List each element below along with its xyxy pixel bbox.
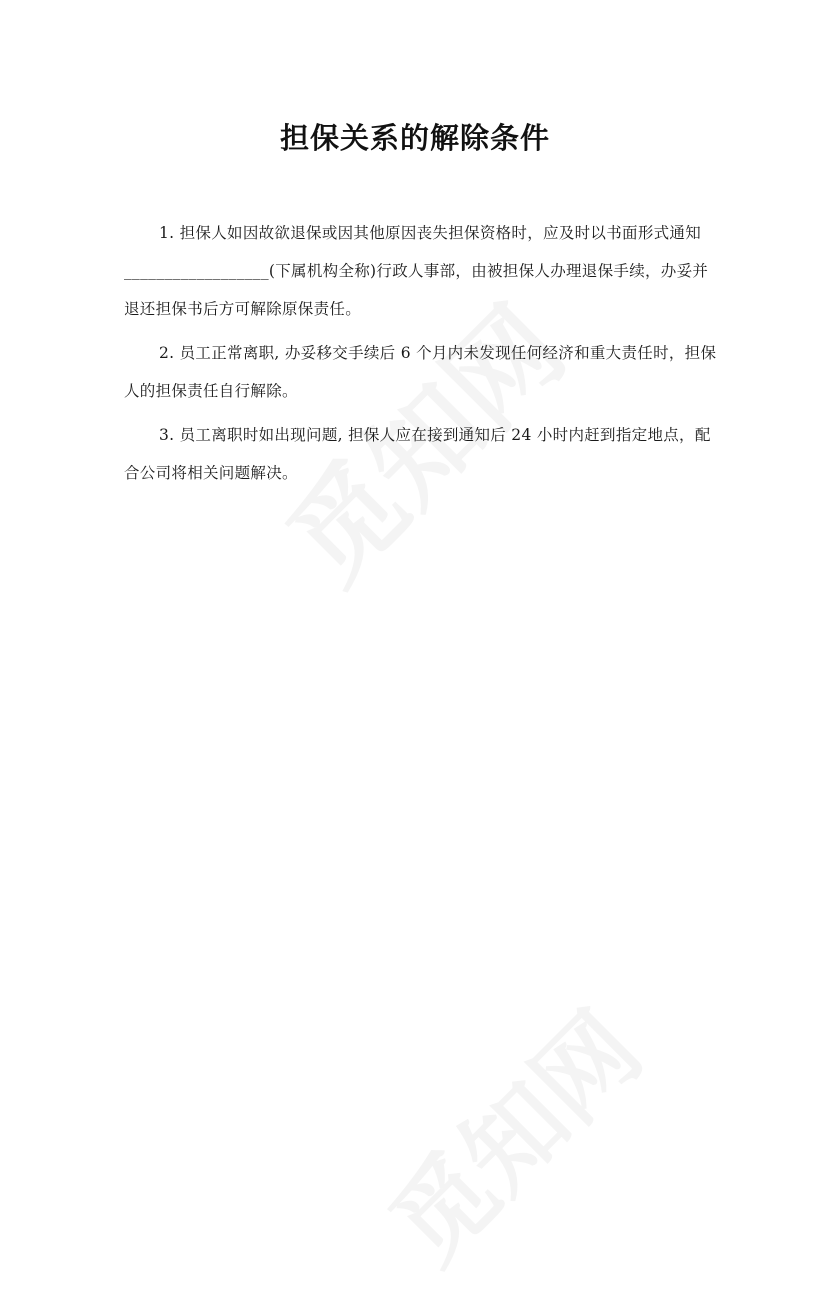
paragraph-1: 1. 担保人如因故欲退保或因其他原因丧失担保资格时，应及时以书面形式通知__________________(下属机构全称)行政人事部，由被担保人办理退保手续，办妥并退还担保书后方可解除原保责任。 xyxy=(124,224,709,318)
watermark-lower xyxy=(353,975,667,1289)
paragraph-3: 3. 员工离职时如出现问题, 担保人应在接到通知后 24 小时内赶到指定地点，配合公司将相关问题解决。 xyxy=(124,426,711,482)
document-body xyxy=(124,214,718,498)
page-title: 担保关系的解除条件 xyxy=(279,121,550,155)
paragraph-2: 2. 员工正常离职, 办妥移交手续后 6 个月内未发现任何经济和重大责任时，担保人的担保责任自行解除。 xyxy=(124,344,717,400)
